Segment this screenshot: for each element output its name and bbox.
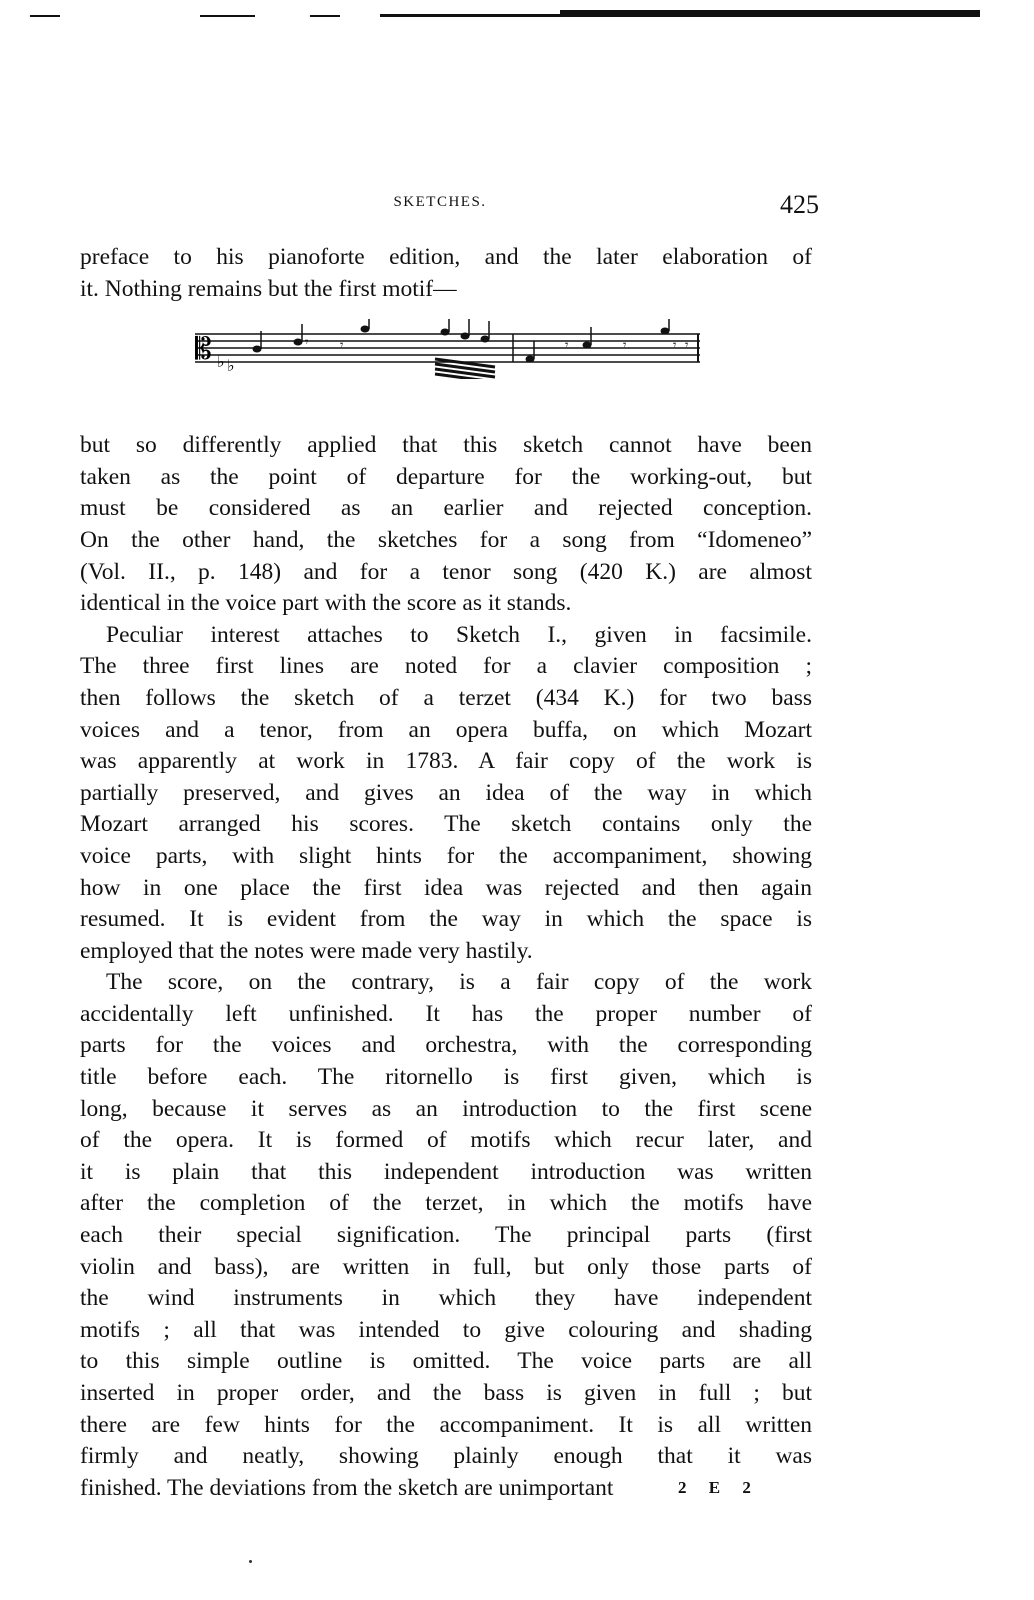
text-line: taken as the point of departure for the working-out, but [80, 463, 812, 490]
text-line: it is plain that this independent introduction was written [80, 1158, 812, 1185]
svg-text:♭: ♭ [227, 358, 235, 376]
top-scan-rule [30, 15, 60, 17]
text-line: to this simple outline is omitted. The voice parts are all [80, 1348, 812, 1375]
text-line: partially preserved, and gives an idea of the way in which [80, 779, 812, 806]
text-line: identical in the voice part with the score as it stands. [80, 590, 572, 617]
svg-text:♭: ♭ [217, 354, 225, 372]
text-line: The three first lines are noted for a clavier composition ; [80, 653, 812, 680]
text-line: long, because it serves as an introduction to the first scene [80, 1095, 812, 1122]
text-line: title before each. The ritornello is first given, which is [80, 1064, 812, 1091]
svg-text:𝄾: 𝄾 [340, 337, 344, 353]
c-clef-icon: 𝄡 [195, 332, 212, 368]
top-scan-rule [560, 10, 980, 16]
text-line: firmly and neatly, showing plainly enough that it was [80, 1443, 812, 1470]
text-line: accidentally left unfinished. It has the proper number of [80, 1000, 812, 1027]
text-line: then follows the sketch of a terzet (434 K.) for two bass [80, 684, 812, 711]
text-line: of the opera. It is formed of motifs which recur later, and [80, 1127, 812, 1154]
text-line: was apparently at work in 1783. A fair copy of the work is [80, 748, 812, 775]
text-line: after the completion of the terzet, in which the motifs have [80, 1190, 812, 1217]
paragraph [80, 430, 812, 620]
scan-speck [249, 1560, 252, 1563]
text-line: finished. The deviations from the sketch are unimportant [80, 1474, 614, 1501]
text-line: preface to his pianoforte edition, and the later elaboration of [80, 244, 812, 270]
text-line: (Vol. II., p. 148) and for a tenor song (420 K.) are almost [80, 558, 812, 585]
text-line: inserted in proper order, and the bass is given in full ; but [80, 1380, 812, 1406]
text-line: must be considered as an earlier and rejected conception. [80, 495, 812, 522]
text-line: there are few hints for the accompaniment. It is all written [80, 1411, 812, 1438]
running-title: SKETCHES. [393, 194, 487, 210]
page-number: 425 [780, 190, 819, 219]
text-line: The score, on the contrary, is a fair copy of the work [106, 969, 812, 996]
top-scan-rule [200, 15, 255, 17]
text-line: each their special signification. The principal parts (first [80, 1222, 812, 1249]
svg-text:𝄾: 𝄾 [305, 334, 309, 350]
text-line: On the other hand, the sketches for a song from “Idomeneo” [80, 526, 812, 553]
svg-text:𝄾: 𝄾 [565, 337, 569, 353]
top-scan-rule [310, 15, 340, 17]
text-line: parts for the voices and orchestra, with the corresponding [80, 1032, 812, 1059]
text-line: Mozart arranged his scores. The sketch contains only the [80, 811, 812, 838]
svg-text:𝄾: 𝄾 [623, 337, 627, 353]
paragraph [80, 620, 812, 968]
svg-text:𝄾: 𝄾 [673, 337, 677, 353]
text-line: it. Nothing remains but the first motif— [80, 275, 457, 302]
text-line: how in one place the first idea was rejected and then again [80, 874, 812, 901]
text-line: but so differently applied that this sketch cannot have been [80, 432, 812, 459]
text-line: the wind instruments in which they have independent [80, 1285, 812, 1312]
svg-text:𝄾: 𝄾 [685, 337, 689, 353]
page-body [80, 242, 812, 1504]
text-line: employed that the notes were made very hastily. [80, 937, 533, 964]
music-example-staff [80, 305, 812, 430]
text-line: Peculiar interest attaches to Sketch I., given in facsimile. [106, 621, 812, 648]
signature-mark: 2 E 2 [678, 1478, 760, 1497]
paragraph [80, 967, 812, 1504]
text-line: voice parts, with slight hints for the accompaniment, showing [80, 842, 812, 869]
text-line: voices and a tenor, from an opera buffa, on which Mozart [80, 716, 812, 743]
text-line: resumed. It is evident from the way in which the space is [80, 906, 812, 933]
text-line: violin and bass), are written in full, but only those parts of [80, 1253, 812, 1280]
paragraph [80, 242, 812, 305]
text-line: motifs ; all that was intended to give colouring and shading [80, 1316, 812, 1343]
